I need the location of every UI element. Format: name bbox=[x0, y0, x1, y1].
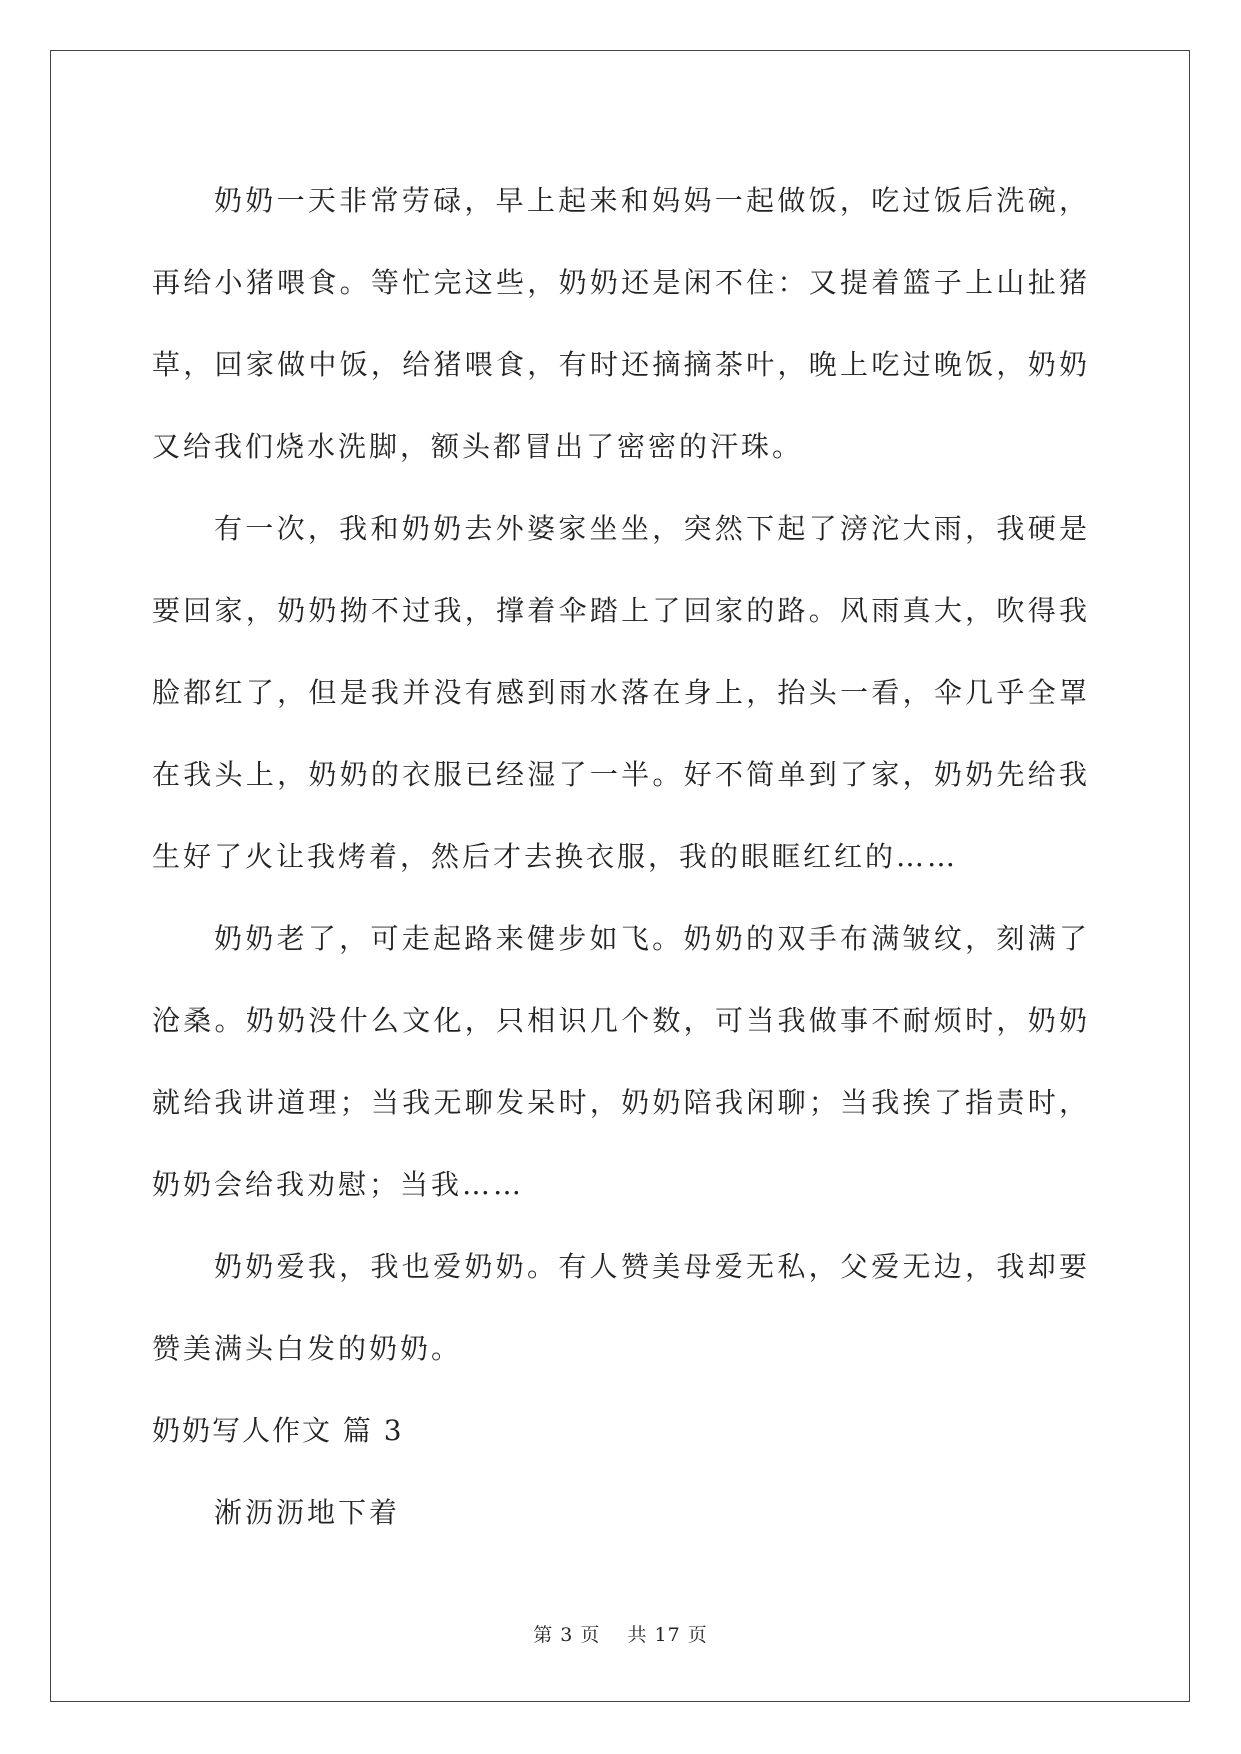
paragraph-5: 淅沥沥地下着 bbox=[214, 1496, 401, 1529]
paragraph-3: 奶奶老了，可走起路来健步如飞。奶奶的双手布满皱纹，刻满了沧桑。奶奶没什么文化，只相识几个数，可当我做事不耐烦时，奶奶就给我讲道理；当我无聊发呆时，奶奶陪我闲聊；当我挨了指责时，奶奶会给我劝慰；当我…… bbox=[152, 922, 1090, 1201]
document-body bbox=[152, 160, 1090, 1554]
paragraph-4: 奶奶爱我，我也爱奶奶。有人赞美母爱无私，父爱无边，我却要赞美满头白发的奶奶。 bbox=[152, 1250, 1090, 1365]
page-footer bbox=[0, 1620, 1241, 1647]
paragraph-1: 奶奶一天非常劳碌，早上起来和妈妈一起做饭，吃过饭后洗碗，再给小猪喂食。等忙完这些，奶奶还是闲不住：又提着篮子上山扯猪草，回家做中饭，给猪喂食，有时还摘摘茶叶，晚上吃过晚饭，奶奶又给我们烧水洗脚，额头都冒出了密密的汗珠。 bbox=[152, 184, 1090, 463]
section-heading: 奶奶写人作文 篇 3 bbox=[152, 1414, 404, 1447]
paragraph-2: 有一次，我和奶奶去外婆家坐坐，突然下起了滂沱大雨，我硬是要回家，奶奶拗不过我，撑着伞踏上了回家的路。风雨真大，吹得我脸都红了，但是我并没有感到雨水落在身上，抬头一看，伞几乎全罩在我头上，奶奶的衣服已经湿了一半。好不简单到了家，奶奶先给我生好了火让我烤着，然后才去换衣服，我的眼眶红红的…… bbox=[152, 512, 1090, 873]
page-number: 第 3 页 bbox=[533, 1624, 601, 1646]
page-total: 共 17 页 bbox=[627, 1624, 708, 1646]
